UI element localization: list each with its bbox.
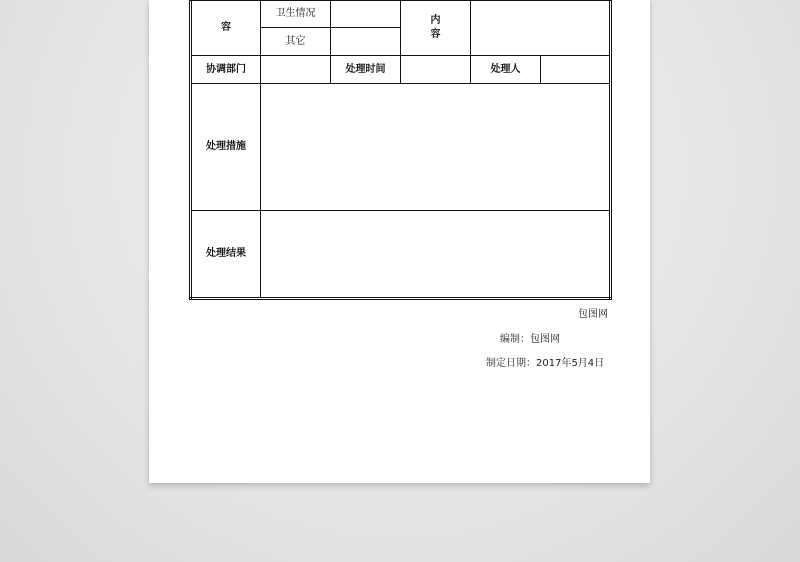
form-table [189,0,612,300]
measures-value[interactable] [261,84,611,211]
coord-dept-label: 协调部门 [191,56,261,84]
editor-text: 编制：包图网 [500,334,560,345]
handle-time-value[interactable] [401,56,471,84]
content-label-right: 内容 [401,0,471,56]
watermark-text: 包图网 [578,309,608,320]
document-page [149,0,650,483]
handler-label: 处理人 [471,56,541,84]
content-label-left: 容 [191,0,261,56]
result-value[interactable] [261,211,611,299]
measures-label: 处理措施 [191,84,261,211]
content-value[interactable] [471,0,611,56]
handler-value[interactable] [541,56,611,84]
other-value[interactable] [331,28,401,56]
result-label: 处理结果 [191,211,261,299]
other-label: 其它 [261,28,331,56]
hygiene-label: 卫生情况 [261,0,331,28]
handle-time-label: 处理时间 [331,56,401,84]
date-text: 制定日期：2017年5月4日 [486,358,605,369]
coord-dept-value[interactable] [261,56,331,84]
hygiene-value[interactable] [331,0,401,28]
